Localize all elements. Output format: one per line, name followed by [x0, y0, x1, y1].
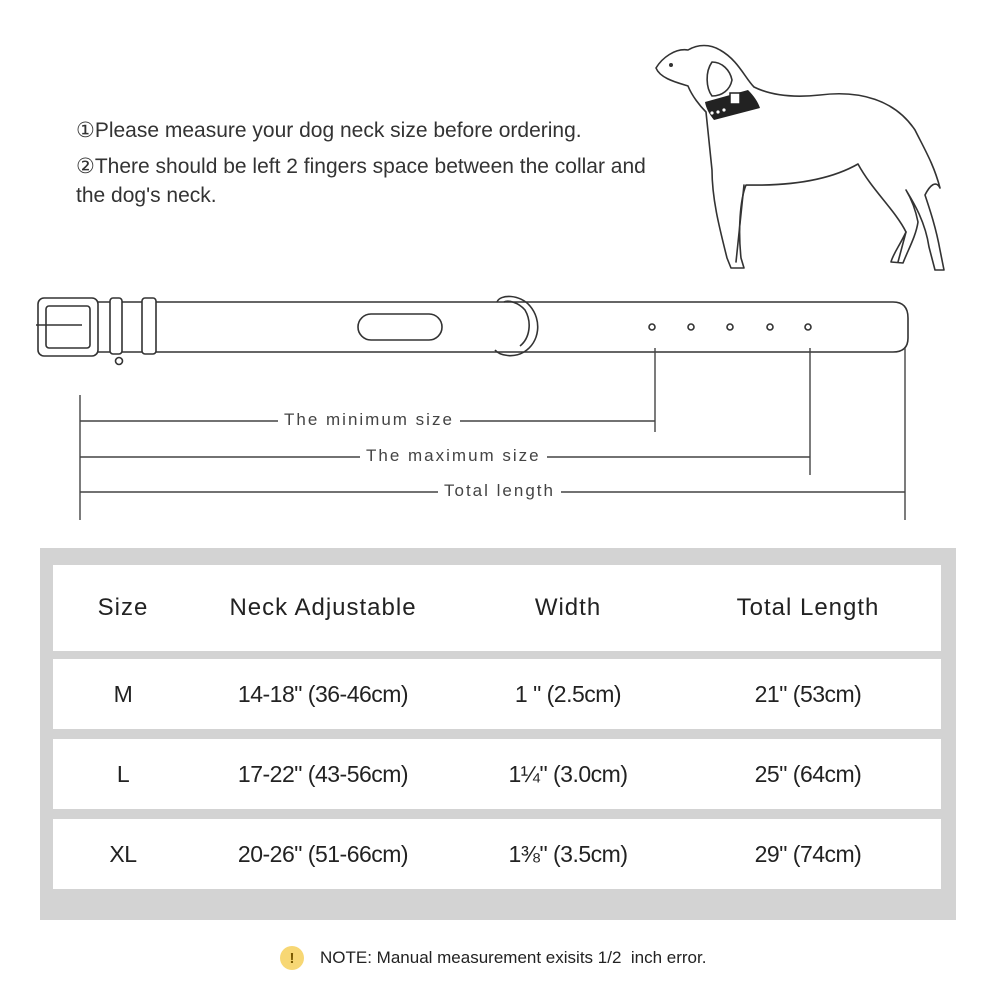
cell-total-length: 25" (64cm)	[754, 760, 862, 787]
table-row	[53, 659, 941, 729]
note-text: NOTE: Manual measurement exisits 1/2 inch error.	[320, 948, 707, 967]
cell-size: M	[113, 680, 133, 707]
total-length-label: Total length	[438, 481, 561, 501]
cell-size: L	[116, 760, 130, 787]
cell-width: 1¼" (3.0cm)	[508, 760, 628, 787]
table-header-row	[53, 565, 941, 651]
instruction-2: ②There should be left 2 fingers space between the collar and the dog's neck.	[76, 155, 646, 207]
warning-icon: !	[280, 946, 304, 970]
cell-size: XL	[109, 840, 137, 867]
cell-total-length: 21" (53cm)	[754, 680, 862, 707]
dog-illustration	[640, 30, 950, 280]
size-chart-table	[40, 548, 956, 920]
cell-neck-adjustable: 20-26" (51-66cm)	[237, 840, 409, 867]
header-total-length: Total Length	[736, 594, 880, 621]
header-size: Size	[97, 594, 149, 621]
maximum-size-label: The maximum size	[360, 446, 547, 466]
cell-neck-adjustable: 17-22" (43-56cm)	[237, 760, 409, 787]
instructions	[76, 116, 676, 217]
minimum-size-label: The minimum size	[278, 410, 460, 430]
cell-total-length: 29" (74cm)	[754, 840, 862, 867]
header-width: Width	[534, 594, 602, 621]
header-neck-adjustable: Neck Adjustable	[229, 594, 417, 621]
instruction-1: ①Please measure your dog neck size before ordering.	[76, 119, 582, 142]
measurement-note	[280, 945, 706, 971]
table-row	[53, 739, 941, 809]
table-row	[53, 819, 941, 889]
cell-width: 1 " (2.5cm)	[514, 680, 622, 707]
cell-neck-adjustable: 14-18" (36-46cm)	[237, 680, 409, 707]
cell-width: 1⅜" (3.5cm)	[508, 840, 628, 867]
